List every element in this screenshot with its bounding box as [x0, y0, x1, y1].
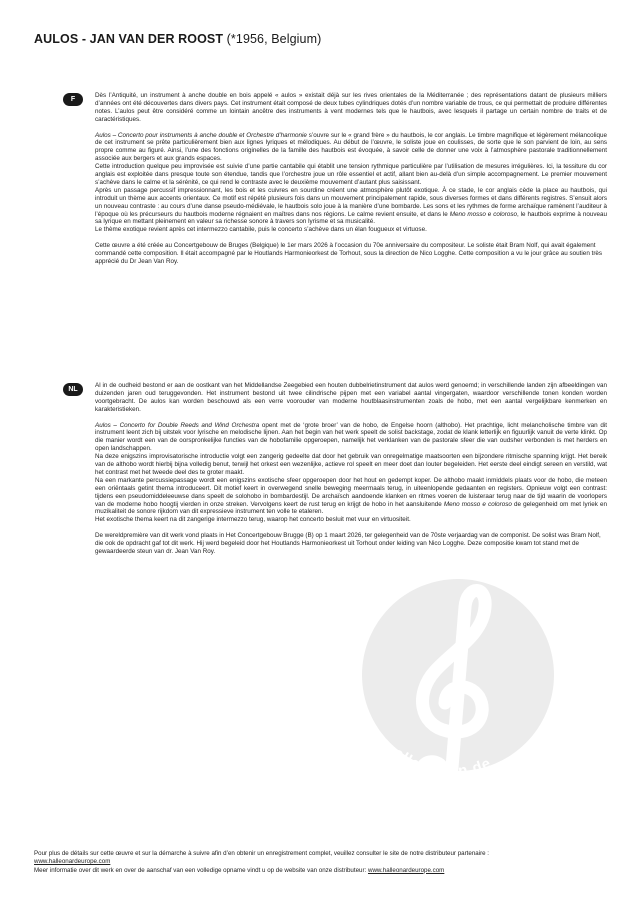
footer-line-french: Pour plus de détails sur cette œuvre et sur la démarche à suivre afin d’en obtenir un enregistrement complet, veuillez consulter le site de notre distributeur partenaire :	[34, 850, 490, 857]
french-text-block	[95, 92, 607, 266]
language-badge-dutch: NL	[63, 383, 83, 396]
work-title: Aulos – Concerto pour instruments à anche double et Orchestre d’harmonie	[95, 131, 307, 139]
paragraph: Cette œuvre a été créée au Concertgebouw de Bruges (Belgique) le 1er mars 2026 à l’occasion du 70e anniversaire du compositeur. Le soliste était Bram Nolf, qui avait également commandé cette composition. Il était accompagné par le Houtlands Harmonieorkest de Torhout, sous la direction de Nico Logghe. Cette composition a vu le jour grâce au soutien très apprécié du Dr Jean Van Roy.	[95, 242, 603, 265]
paragraph: Le thème exotique revient après cet intermezzo cantabile, puis le concerto s’achève dans un élan fougueux et virtuose.	[95, 226, 427, 234]
paragraph: De wereldpremière van dit werk vond plaats in Het Concertgebouw Brugge (B) op 1 maart 2026, ter gelegenheid van de 70ste verjaardag van de componist. De solist was Bram Nolf, die ook de opdracht gaf tot dit werk. Hij werd begeleid door het Houtlands Harmonieorkest uit Torhout onder leiding van Nico Logghe. Deze compositie kwam tot stand met de gewaardeerde steun van dr. Jean Van Roy.	[95, 532, 601, 555]
distributor-link[interactable]: www.halleonardeurope.com	[367, 866, 445, 874]
composer-subtitle: (*1956, Belgium)	[223, 32, 322, 46]
paragraph: Après un passage percussif impressionnant, les bois et les cuivres en sourdine créent une atmosphère plutôt exotique. À ce stade, le cor anglais cède la place au hautbois, qui introduit un thème aux accents orientaux. Ce motif est répété plusieurs fois dans un mouvement principalement rapide, sous diverses formes et dans différents registres. S’ensuit alors un nouveau contraste : au cours d’une danse pseudo-médiévale, le hautbois solo joue à la manière d’une bombarde. Les sons et les rythmes de forme archaïque ramènent l’auditeur à l’époque où les précurseurs du hautbois moderne régnaient en maîtres dans nos régions. Le calme revient ensuite, et dans le Meno mosso e coloroso, le hautbois exprime à nouveau sa lyrique en mettant pleinement en valeur sa richesse sonore à travers son lyrisme et sa musicalité.	[95, 186, 607, 226]
paragraph: Cette introduction quelque peu improvisée est suivie d’une partie cantabile qui établit une tension rythmique particulière par l’utilisation de mesures irrégulières. Ici, la tessiture du cor anglais est exploitée dans presque toute son étendue, tandis que l’orchestre joue un rôle essentiel et actif, allant bien au-delà d’un simple accompagnement. Le premier mouvement s’achève dans le calme et la sérénité, ce qui rend le contraste avec le deuxième mouvement d’autant plus saisissant.	[95, 163, 607, 186]
watermark	[353, 555, 563, 825]
paragraph: Na deze enigszins improvisatorische introductie volgt een zangerig gedeelte dat door het gebruik van onregelmatige maatsoorten een bijzondere ritmische spanning krijgt. Het bereik van de althobo wordt hierbij bijna volledig benut, terwijl het orkest een wezenlijke, actieve rol speelt en meer doet dan louter begeleiden. Het eerste deel eindigt sereen en verstild, wat het contrast met het tweede deel des te groter maakt.	[95, 453, 607, 476]
footer-line-dutch: Meer informatie over dit werk en over de aanschaf van een volledige opname vindt u op de website van onze distributeur: www.halleonardeurope.com	[34, 866, 445, 874]
page-title	[34, 32, 321, 46]
language-badge-french: F	[63, 93, 83, 106]
composer-title: AULOS - JAN VAN DER ROOST	[34, 32, 224, 46]
paragraph: Het exotische thema keert na dit zangerige intermezzo terug, waarop het concerto besluit met vuur en virtuositeit.	[95, 516, 411, 524]
paragraph: Aulos – Concerto pour instruments à anche double et Orchestre d’harmonie s’ouvre sur le « grand frère » du hautbois, le cor anglais. Le timbre magnifique et légèrement mélancolique de cet instrument se prête particulièrement bien aux lignes lyriques et mélodiques. Au début de l’œuvre, le soliste joue en coulisses, de sorte que le son parvient de loin, au sens propre comme au figuré. Ainsi, l’une des fonctions originelles de la famille des hautbois est évoquée, à savoir celle de donner une voix à l’atmosphère pastorale traditionnellement associée aux bergers et aux grands espaces.	[95, 131, 607, 163]
tempo-marking: Meno mosso e coloroso	[443, 500, 512, 508]
watermark-text: alle-noten.de	[390, 744, 495, 781]
dutch-text-block	[95, 382, 607, 556]
distributor-link[interactable]: www.halleonardeurope.com	[34, 858, 111, 866]
paragraph: Dès l’Antiquité, un instrument à anche double en bois appelé « aulos » existait déjà sur les rives orientales de la Méditerranée ; des représentations datant de plusieurs milliers d’années ont été découvertes dans divers pays. Cet instrument était composé de deux tubes cylindriques dotés d’un nombre variable de trous, ce qui permettait de produire différentes notes. L’aulos peut être considéré comme un lointain ancêtre des instruments à vent modernes tels que le hautbois, avec lesquels il partage un certain nombre de traits et de caractéristiques.	[95, 92, 607, 123]
footer	[34, 850, 614, 875]
tempo-marking: Meno mosso e coloroso	[449, 210, 517, 218]
work-title: Aulos – Concerto for Double Reeds and Wind Orchestra	[95, 421, 260, 429]
paragraph: Aulos – Concerto for Double Reeds and Wind Orchestra opent met de ‘grote broer’ van de hobo, de Engelse hoorn (althobo). Het prachtige, licht melancholische timbre van dit instrument leent zich bij uitstek voor lyrische en melodische lijnen. Aan het begin van het werk speelt de solist backstage, zodat de klank letterlijk en figuurlijk vanuit de verte klinkt. Op die manier wordt een van de oorspronkelijke functies van de hobofamilie opgeroepen, namelijk het verklanken van de pastorale sfeer die van oudsher verbonden is met herders en open landschappen.	[95, 421, 607, 453]
paragraph: Al in de oudheid bestond er aan de oostkant van het Middellandse Zeegebied een houten dubbelrietinstrument dat aulos werd genoemd; in verschillende landen zijn afbeeldingen van duizenden jaren oud teruggevonden. Het instrument bestond uit twee cilindrische pijpen met een variabel aantal vingergaten, waardoor verschillende tonen konden worden voortgebracht. De aulos kan worden beschouwd als een verre voorouder van moderne houtblaasinstrumenten zoals de hobo, met een aantal vergelijkbare kenmerken en karakteristieken.	[95, 382, 607, 413]
paragraph: Na een markante percussiepassage wordt een enigszins exotische sfeer opgeroepen door het hout en gedempt koper. De althobo maakt inmiddels plaats voor de hobo, die meteen een oriëntaals getint thema introduceert. Dit motief keert in overwegend snelle beweging meermaals terug, in uiteenlopende gedaanten en registers. Opnieuw volgt een contrast: tijdens een pseudomiddeleeuwse dans speelt de solohobo in bombardestijl. De archaïsch aandoende klanken en ritmes voeren de luisteraar terug naar de tijd waarin de voorlopers van de moderne hobo hoogtij vierden in onze streken. Vervolgens keert de rust terug en krijgt de hobo in het aansluitende Meno mosso e coloroso de gelegenheid om met lyriek en muzikaliteit de sonore rijkdom van dit expressieve instrument ten volle te etaleren.	[95, 476, 607, 516]
